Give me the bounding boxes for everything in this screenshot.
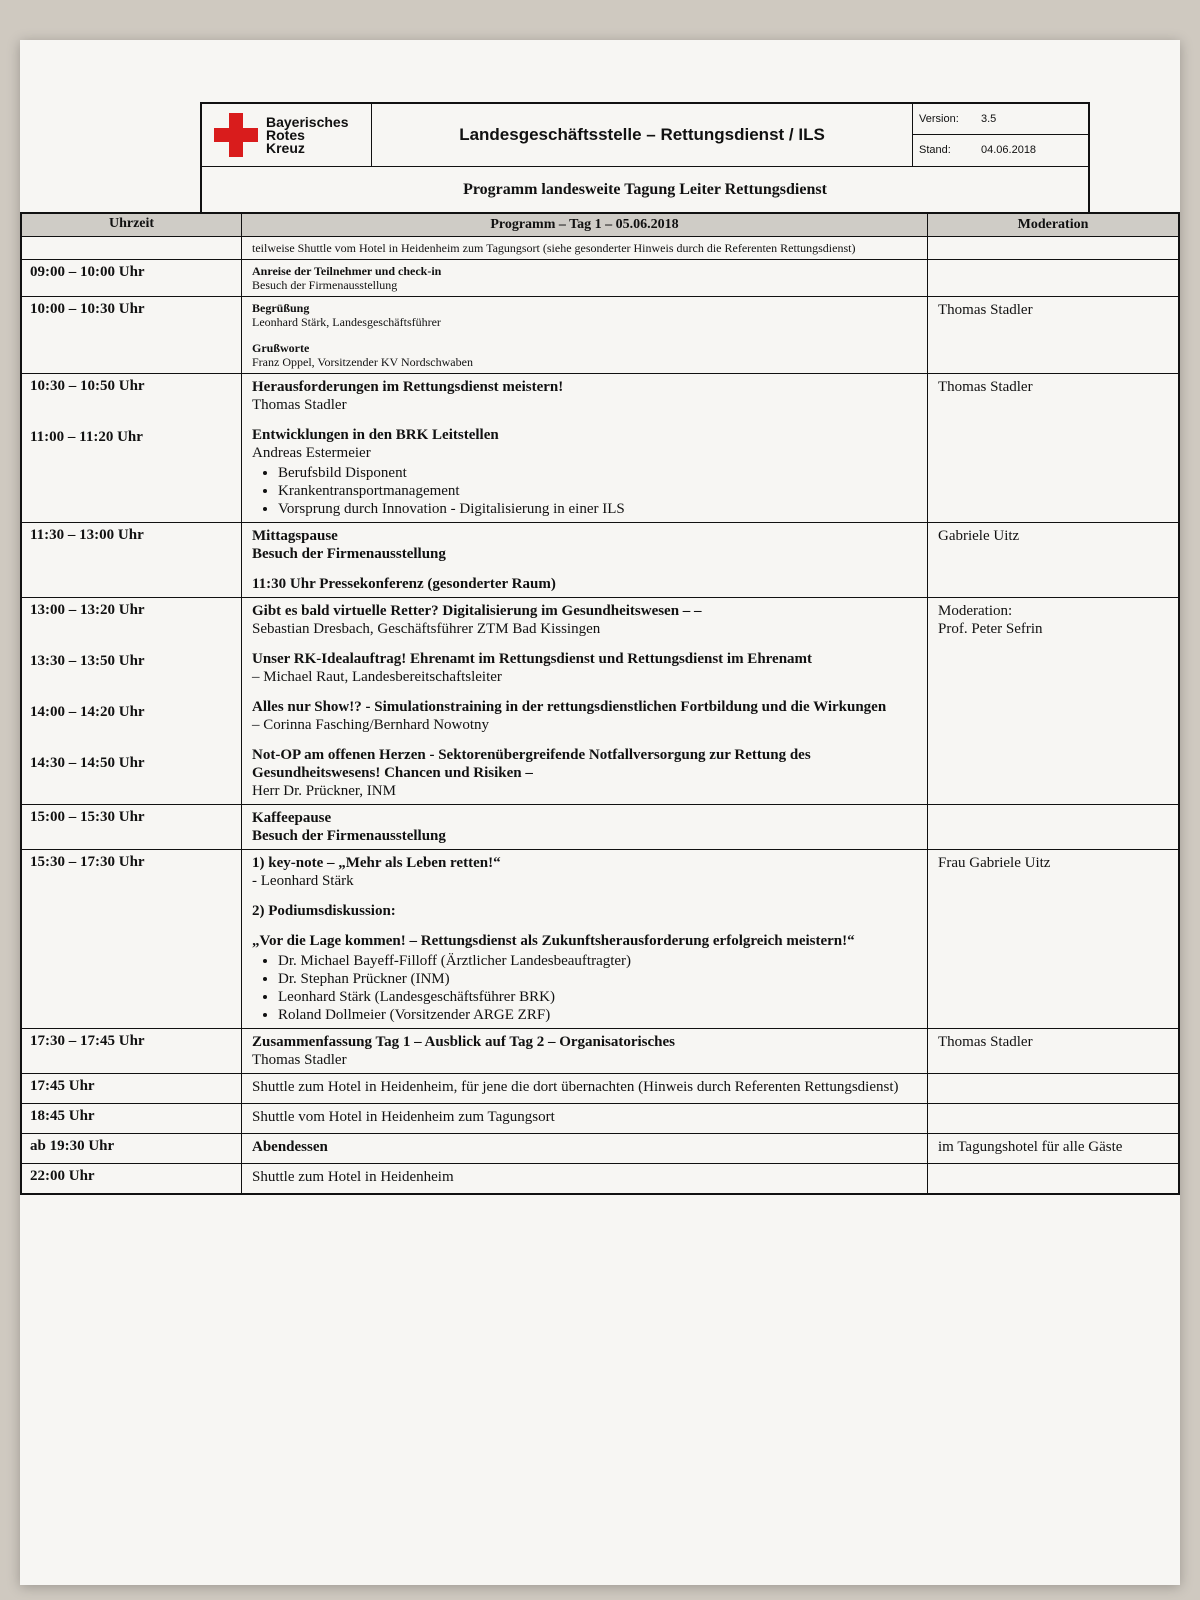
program-title: 1) key-note – „Mehr als Leben retten!“ bbox=[252, 855, 501, 871]
table-row bbox=[22, 260, 1178, 297]
moderation-cell bbox=[928, 523, 1178, 597]
time-slot: 13:00 – 13:20 Uhr bbox=[30, 602, 145, 618]
table-row bbox=[22, 1134, 1178, 1164]
table-row bbox=[22, 1104, 1178, 1134]
moderator-name: im Tagungshotel für alle Gäste bbox=[938, 1139, 1123, 1155]
moderator-name: Moderation: Prof. Peter Sefrin bbox=[938, 603, 1043, 637]
time-slot: 17:45 Uhr bbox=[30, 1078, 95, 1094]
moderation-cell bbox=[928, 598, 1178, 804]
program-title: Gibt es bald virtuelle Retter? Digitalisierung im Gesundheitswesen – – bbox=[252, 603, 702, 619]
program-title: Alles nur Show!? - Simulationstraining in der rettungsdienstlichen Fortbildung und die Wirkungen bbox=[252, 699, 887, 715]
moderator-name: Thomas Stadler bbox=[938, 302, 1033, 318]
time-slot: 10:30 – 10:50 Uhr bbox=[30, 378, 145, 394]
time-slot: 14:00 – 14:20 Uhr bbox=[30, 704, 145, 720]
table-header-row bbox=[22, 214, 1178, 237]
bullet-item: • Berufsbild Disponent bbox=[278, 464, 917, 482]
program-title: Not-OP am offenen Herzen - Sektorenübergreifende Notfallversorgung zur Rettung des Gesundheitswesens! Chancen und Risiken – bbox=[252, 747, 811, 781]
table-row bbox=[22, 850, 1178, 1029]
logo-line: Bayerisches bbox=[266, 113, 349, 130]
program-cell bbox=[242, 598, 928, 804]
time-cell bbox=[22, 598, 242, 804]
time-cell bbox=[22, 260, 242, 296]
time-cell bbox=[22, 523, 242, 597]
brk-logo bbox=[202, 104, 372, 166]
program-cell bbox=[242, 297, 928, 373]
time-cell bbox=[22, 374, 242, 522]
moderation-cell bbox=[928, 805, 1178, 849]
program-cell bbox=[242, 237, 928, 259]
bullet-item: • Vorsprung durch Innovation - Digitalisierung in einer ILS bbox=[278, 500, 917, 518]
program-cell bbox=[242, 374, 928, 522]
table-row bbox=[22, 1074, 1178, 1104]
program-table bbox=[20, 212, 1180, 1195]
time-cell bbox=[22, 850, 242, 1028]
program-title: Besuch der Firmenausstellung bbox=[252, 828, 446, 844]
time-cell bbox=[22, 1029, 242, 1073]
col-header-moderation: Moderation bbox=[928, 214, 1178, 236]
bullet-list bbox=[252, 952, 917, 1024]
stand-value: 04.06.2018 bbox=[981, 144, 1037, 156]
program-speaker: Shuttle vom Hotel in Heidenheim zum Tagungsort bbox=[252, 1109, 555, 1125]
stand-label: Stand: bbox=[919, 144, 951, 156]
program-speaker: Besuch der Firmenausstellung bbox=[252, 278, 398, 292]
moderation-cell bbox=[928, 1104, 1178, 1133]
logo-text bbox=[266, 113, 349, 156]
bullet-item: • Leonhard Stärk (Landesgeschäftsführer BRK) bbox=[278, 988, 917, 1006]
program-title: 2) Podiumsdiskussion: bbox=[252, 903, 396, 919]
program-speaker: Shuttle zum Hotel in Heidenheim, für jene die dort übernachten (Hinweis durch Referenten Rettungsdienst) bbox=[252, 1079, 899, 1095]
col-header-program: Programm – Tag 1 – 05.06.2018 bbox=[242, 214, 928, 236]
logo-line: Kreuz bbox=[266, 139, 305, 156]
program-title: Besuch der Firmenausstellung bbox=[252, 546, 446, 562]
moderator-name: Gabriele Uitz bbox=[938, 528, 1020, 544]
bullet-item: • Krankentransportmanagement bbox=[278, 482, 917, 500]
program-title: Kaffeepause bbox=[252, 810, 332, 826]
program-cell bbox=[242, 1134, 928, 1163]
moderator-name: Thomas Stadler bbox=[938, 379, 1033, 395]
table-row bbox=[22, 1029, 1178, 1074]
program-title: Unser RK-Idealauftrag! Ehrenamt im Rettungsdienst und Rettungsdienst im Ehrenamt bbox=[252, 651, 813, 667]
spacer bbox=[252, 890, 917, 902]
table-row bbox=[22, 297, 1178, 374]
program-speaker: Franz Oppel, Vorsitzender KV Nordschwaben bbox=[252, 355, 473, 369]
time-cell bbox=[22, 1104, 242, 1133]
bullet-item: • Roland Dollmeier (Vorsitzender ARGE ZRF) bbox=[278, 1006, 917, 1024]
time-slot: ab 19:30 Uhr bbox=[30, 1138, 115, 1154]
program-title: Entwicklungen in den BRK Leitstellen bbox=[252, 427, 499, 443]
document-header bbox=[200, 102, 1090, 214]
program-speaker: Andreas Estermeier bbox=[252, 445, 371, 461]
program-title: 11:30 Uhr Pressekonferenz (gesonderter Raum) bbox=[252, 576, 556, 592]
time-cell bbox=[22, 805, 242, 849]
program-speaker: teilweise Shuttle vom Hotel in Heidenheim zum Tagungsort (siehe gesonderter Hinweis durch die Referenten Rettungsdienst) bbox=[252, 241, 856, 255]
table-row bbox=[22, 598, 1178, 805]
moderation-cell bbox=[928, 237, 1178, 259]
time-slot: 22:00 Uhr bbox=[30, 1168, 95, 1184]
time-cell bbox=[22, 1134, 242, 1163]
table-row bbox=[22, 805, 1178, 850]
program-cell bbox=[242, 1164, 928, 1193]
time-slot: 10:00 – 10:30 Uhr bbox=[30, 301, 145, 317]
program-cell bbox=[242, 260, 928, 296]
header-subtitle: Programm landesweite Tagung Leiter Rettungsdienst bbox=[202, 166, 1088, 213]
moderation-cell bbox=[928, 1074, 1178, 1103]
time-cell bbox=[22, 1164, 242, 1193]
time-slot: 13:30 – 13:50 Uhr bbox=[30, 653, 145, 669]
program-cell bbox=[242, 523, 928, 597]
program-title: Mittagspause bbox=[252, 528, 338, 544]
table-row bbox=[22, 374, 1178, 523]
table-row bbox=[22, 523, 1178, 598]
program-cell bbox=[242, 1074, 928, 1103]
program-title: Anreise der Teilnehmer und check-in bbox=[252, 264, 442, 278]
moderator-name: Frau Gabriele Uitz bbox=[938, 855, 1051, 871]
time-cell bbox=[22, 1074, 242, 1103]
program-title: „Vor die Lage kommen! – Rettungsdienst als Zukunftsherausforderung erfolgreich meistern!“ bbox=[252, 933, 855, 949]
program-title: Begrüßung bbox=[252, 301, 310, 315]
program-cell bbox=[242, 1104, 928, 1133]
time-slot: 11:30 – 13:00 Uhr bbox=[30, 527, 144, 543]
program-speaker: Shuttle zum Hotel in Heidenheim bbox=[252, 1169, 454, 1185]
spacer bbox=[252, 686, 917, 698]
program-title: Abendessen bbox=[252, 1139, 328, 1155]
program-speaker: Leonhard Stärk, Landesgeschäftsführer bbox=[252, 315, 441, 329]
spacer bbox=[252, 563, 917, 575]
bullet-list bbox=[252, 464, 917, 518]
spacer bbox=[252, 329, 917, 341]
time-slot: 15:00 – 15:30 Uhr bbox=[30, 809, 145, 825]
moderation-cell bbox=[928, 297, 1178, 373]
program-speaker: Sebastian Dresbach, Geschäftsführer ZTM Bad Kissingen bbox=[252, 621, 601, 637]
program-speaker: Thomas Stadler bbox=[252, 1052, 347, 1068]
version-value: 3.5 bbox=[981, 113, 997, 125]
time-slot: 14:30 – 14:50 Uhr bbox=[30, 755, 145, 771]
program-speaker: - Leonhard Stärk bbox=[252, 873, 354, 889]
program-title: Zusammenfassung Tag 1 – Ausblick auf Tag 2 – Organisatorisches bbox=[252, 1034, 676, 1050]
spacer bbox=[252, 920, 917, 932]
time-slot: 18:45 Uhr bbox=[30, 1108, 95, 1124]
program-speaker: – Michael Raut, Landesbereitschaftsleiter bbox=[252, 669, 502, 685]
time-slot: 09:00 – 10:00 Uhr bbox=[30, 264, 145, 280]
program-cell bbox=[242, 805, 928, 849]
program-speaker: – Corinna Fasching/Bernhard Nowotny bbox=[252, 717, 490, 733]
logo-line: Rotes bbox=[266, 126, 305, 143]
bullet-item: • Dr. Michael Bayeff-Filloff (Ärztlicher Landesbeauftragter) bbox=[278, 952, 917, 970]
program-speaker: Herr Dr. Prückner, INM bbox=[252, 783, 396, 799]
moderator-name: Thomas Stadler bbox=[938, 1034, 1033, 1050]
moderation-cell bbox=[928, 374, 1178, 522]
time-slot: 17:30 – 17:45 Uhr bbox=[30, 1033, 145, 1049]
red-cross-icon bbox=[214, 113, 258, 157]
version-label: Version: bbox=[919, 113, 959, 125]
moderation-cell bbox=[928, 1134, 1178, 1163]
header-meta bbox=[912, 104, 1089, 166]
time-cell bbox=[22, 297, 242, 373]
moderation-cell bbox=[928, 260, 1178, 296]
bullet-item: • Dr. Stephan Prückner (INM) bbox=[278, 970, 917, 988]
time-slot: 11:00 – 11:20 Uhr bbox=[30, 429, 143, 445]
program-cell bbox=[242, 850, 928, 1028]
table-row bbox=[22, 1164, 1178, 1193]
program-cell bbox=[242, 1029, 928, 1073]
header-title: Landesgeschäftsstelle – Rettungsdienst / ILS bbox=[459, 125, 825, 144]
moderation-cell bbox=[928, 1029, 1178, 1073]
time-cell bbox=[22, 237, 242, 259]
time-slot: 15:30 – 17:30 Uhr bbox=[30, 854, 145, 870]
program-speaker: Thomas Stadler bbox=[252, 397, 347, 413]
program-title: Herausforderungen im Rettungsdienst meistern! bbox=[252, 379, 564, 395]
spacer bbox=[252, 414, 917, 426]
spacer bbox=[252, 638, 917, 650]
moderation-cell bbox=[928, 850, 1178, 1028]
table-row bbox=[22, 237, 1178, 260]
spacer bbox=[252, 734, 917, 746]
col-header-time: Uhrzeit bbox=[22, 214, 242, 236]
moderation-cell bbox=[928, 1164, 1178, 1193]
program-title: Grußworte bbox=[252, 341, 310, 355]
